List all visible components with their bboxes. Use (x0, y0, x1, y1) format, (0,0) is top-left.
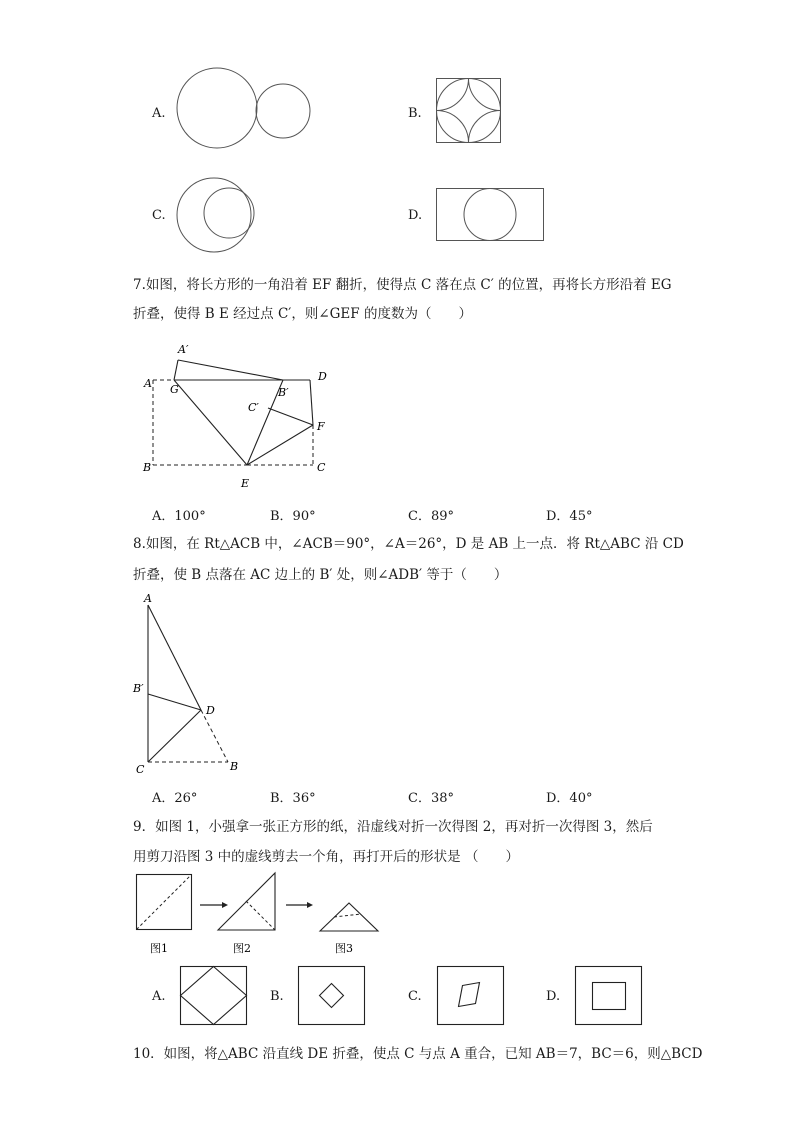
q9-option-d-figure (575, 966, 643, 1026)
q6-option-a-figure (170, 66, 320, 156)
q9-option-d-label: D. (546, 989, 561, 1004)
q9-option-c-label: C. (408, 989, 422, 1004)
label-b: B (143, 461, 152, 474)
q6-option-d-figure (436, 188, 546, 244)
caption-fig2: 图2 (233, 942, 251, 955)
q8-stem-line1: 8.如图，在 Rt△ACB 中，∠ACB＝90°，∠A＝26°，D 是 AB 上一点．将 Rt△ABC 沿 CD (133, 536, 684, 552)
q9-option-a-figure (180, 966, 248, 1026)
q9-option-b-label: B. (270, 989, 284, 1004)
label-f: F (317, 420, 325, 433)
q7-stem-line1: 7.如图，将长方形的一角沿着 EF 翻折，使得点 C 落在点 C′ 的位置，再将长方形沿着 EG (133, 277, 672, 293)
q9-stem-line1: 9．如图 1，小强拿一张正方形的纸，沿虚线对折一次得图 2，再对折一次得图 3，然后 (133, 819, 653, 835)
label-b-prime: B′ (278, 386, 289, 399)
label-a: A (144, 377, 152, 390)
q8-option-b: B．36° (270, 791, 316, 806)
label-g: G (170, 383, 179, 396)
small-circle (256, 84, 310, 138)
q7-figure (140, 336, 340, 496)
label-d: D (206, 704, 215, 717)
q8-figure (130, 590, 250, 780)
label-d: D (318, 370, 327, 383)
q8-option-a: A．26° (152, 791, 198, 806)
label-c-prime: C′ (248, 401, 259, 414)
label-c: C (317, 461, 326, 474)
q9-option-a-label: A. (152, 989, 166, 1004)
q8-option-c: C．38° (408, 791, 454, 806)
q6-option-b-label: B. (408, 106, 422, 121)
label-b-prime: B′ (133, 682, 144, 695)
caption-fig3: 图3 (335, 942, 353, 955)
q7-stem-line2: 折叠，使得 B E 经过点 C′，则∠GEF 的度数为（ ） (133, 306, 472, 322)
q6-option-b-figure (436, 78, 502, 144)
q7-option-c: C．89° (408, 509, 454, 524)
q9-stem-line2: 用剪刀沿图 3 中的虚线剪去一个角，再打开后的形状是 （ ） (133, 849, 519, 865)
large-circle (177, 68, 257, 148)
q10-stem-line1: 10．如图，将△ABC 沿直线 DE 折叠，使点 C 与点 A 重合，已知 AB＝7，BC＝6，则△BCD (133, 1046, 703, 1062)
q6-option-a-label: A. (152, 106, 166, 121)
label-e: E (241, 477, 250, 490)
label-c: C (136, 763, 145, 776)
q6-option-c-label: C. (152, 208, 166, 223)
q6-option-d-label: D. (408, 208, 423, 223)
q9-option-b-figure (298, 966, 366, 1026)
caption-fig1: 图1 (150, 942, 168, 955)
q8-option-d: D．40° (546, 791, 593, 806)
q7-option-b: B．90° (270, 509, 316, 524)
q8-stem-line2: 折叠，使 B 点落在 AC 边上的 B′ 处，则∠ADB′ 等于（ ） (133, 567, 508, 583)
label-a-prime: A′ (178, 343, 189, 356)
q7-option-a: A．100° (152, 509, 206, 524)
q7-option-d: D．45° (546, 509, 593, 524)
label-b: B (230, 760, 239, 773)
label-a: A (144, 592, 152, 605)
q6-option-c-figure (176, 176, 266, 256)
q9-option-c-figure (437, 966, 505, 1026)
q9-folding-figures (130, 870, 390, 960)
